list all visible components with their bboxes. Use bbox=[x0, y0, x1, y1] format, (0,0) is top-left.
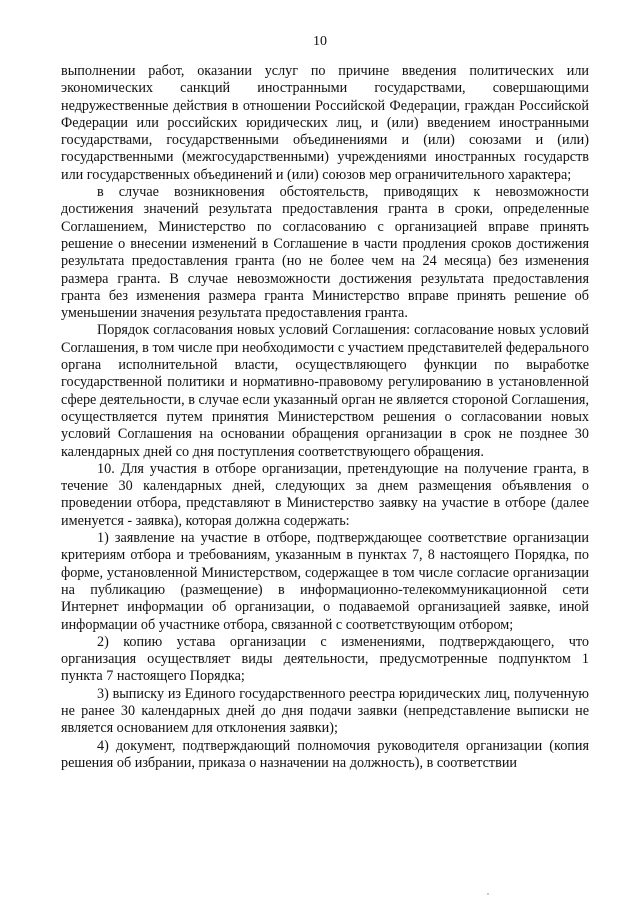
paragraph-agreement-conditions-procedure: Порядок согласования новых условий Соглашения: согласование новых условий Соглашения, в том числе при необходимости с участием представителей федерального органа исполнительной власти, осуществляющего функции по выработке государственной политики и нормативно-правовому регулированию в установленной сфере деятельности, в случае если указанный орган не является стороной Соглашения, осуществляется путем принятия Министерством решения о согласовании новых условий Соглашения на основании обращения организации в срок не позднее 30 календарных дней со дня поступления соответствующего обращения. bbox=[61, 322, 589, 460]
paragraph-impossibility-of-results: в случае возникновения обстоятельств, приводящих к невозможности достижения значений результата предоставления гранта в сроки, определенные Соглашением, Министерство по согласованию с организацией вправе принять решение о внесении изменений в Соглашение в части продления сроков достижения результата предоставления гранта (но не более чем на 24 месяца) без изменения размера гранта. В случае невозможности достижения результата предоставления гранта без изменения размера гранта Министерство вправе принять решение об уменьшении значения результата предоставления гранта. bbox=[61, 184, 589, 322]
page-number: 10 bbox=[313, 34, 327, 49]
list-item-1-participation-statement: 1) заявление на участие в отборе, подтверждающее соответствие организации критериям отбора и требованиям, указанным в пунктах 7, 8 настоящего Порядка, по форме, установленной Министерством, содержащее в том числе согласие организации на публикацию (размещение) в информационно-телекоммуникационной сети Интернет информации об организации, о подаваемой организацией заявке, иной информации об участнике отбора, связанной с соответствующим отбором; bbox=[61, 530, 589, 633]
paragraph-sanctions-continuation: выполнении работ, оказании услуг по причине введения политических или экономических санкций иностранными государствами, совершающими недружественные действия в отношении Российской Федерации, граждан Российской Федерации или российских юридических лиц, и (или) введением иностранными государствами, государственными объединениями и (или) союзами и (или) государственными (межгосударственными) учреждениями иностранных государств или государственных объединений и (или) союзов мер ограничительного характера; bbox=[61, 63, 589, 183]
list-item-3-registry-extract: 3) выписку из Единого государственного реестра юридических лиц, полученную не ранее 30 календарных дней до дня подачи заявки (непредставление выписки не является основанием для отклонения заявки); bbox=[61, 685, 589, 737]
paragraph-item-10-application: 10. Для участия в отборе организации, претендующие на получение гранта, в течение 30 календарных дней, следующих за днем размещения объявления о проведении отбора, представляют в Министерство заявку на участие в отборе (далее именуется - заявка), которая должна содержать: bbox=[61, 460, 589, 529]
list-item-4-authority-document: 4) документ, подтверждающий полномочия руководителя организации (копия решения об избрании, приказа о назначении на должность), в соответствии bbox=[61, 737, 589, 771]
list-item-2-charter-copy: 2) копию устава организации с изменениями, подтверждающего, что организация осуществляет виды деятельности, предусмотренные подпунктом 1 пункта 7 настоящего Порядка; bbox=[61, 633, 589, 685]
scan-speck bbox=[487, 893, 489, 895]
document-body bbox=[61, 63, 589, 772]
